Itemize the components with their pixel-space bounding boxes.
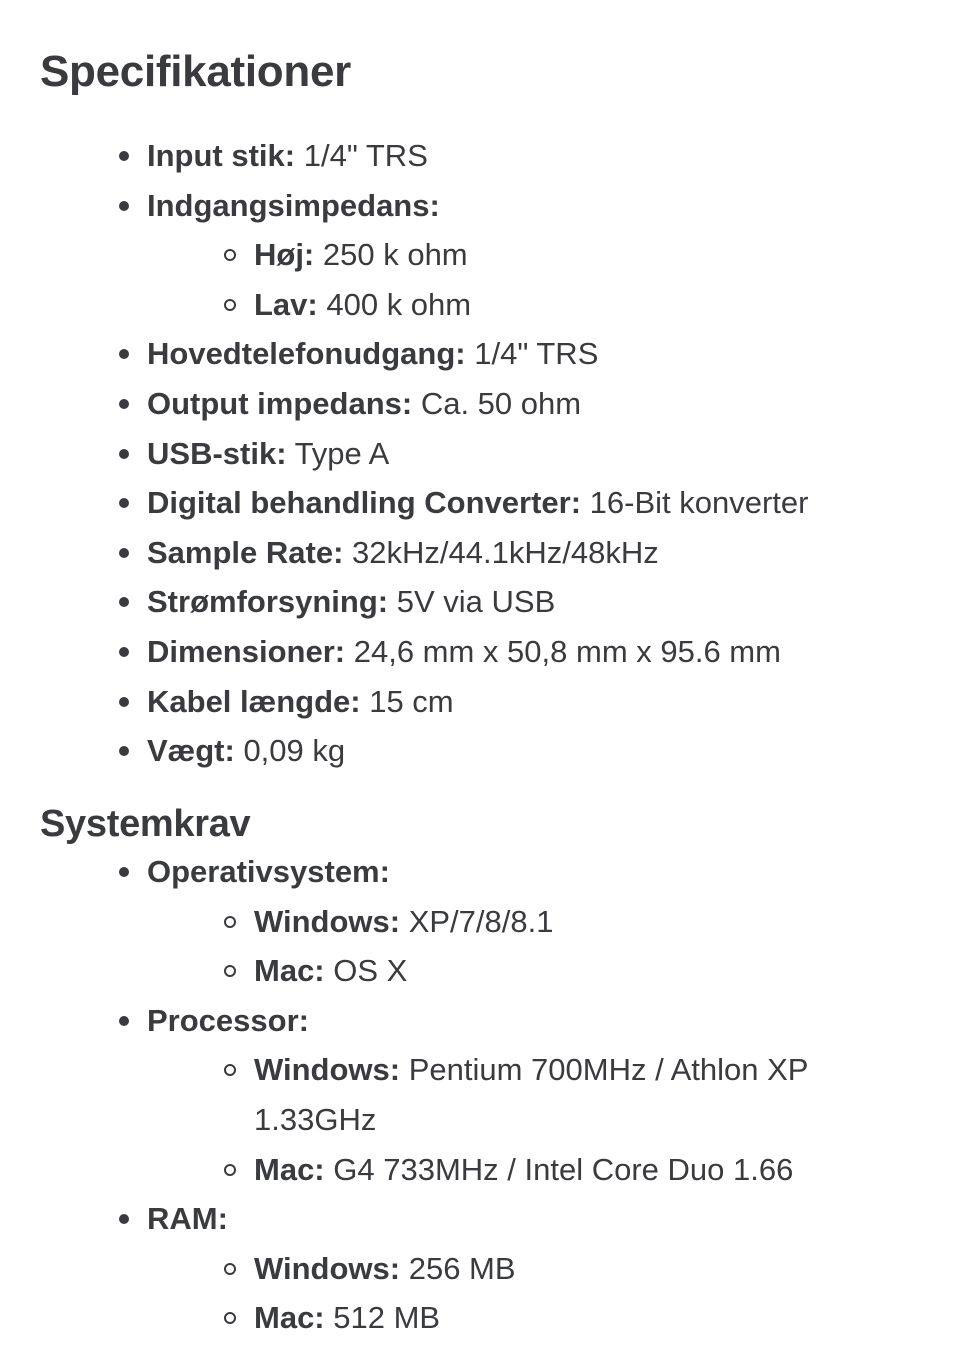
sub-item-value: OS X [324, 953, 408, 989]
sub-list-item [254, 1293, 920, 1343]
specifications-list [0, 131, 960, 776]
sub-list-item [254, 1145, 920, 1195]
sub-list-item [254, 946, 920, 996]
sub-item-label: Lav: [254, 286, 318, 322]
circle-bullet-icon [224, 916, 236, 928]
item-label: Dimensioner: [147, 633, 346, 669]
sub-item-label: Windows: [254, 903, 401, 939]
circle-bullet-icon [224, 1263, 236, 1275]
system-requirements-list [0, 847, 960, 1343]
sub-item-value: Pentium 700MHz / Athlon XP 1.33GHz [254, 1052, 808, 1137]
spec-item [0, 478, 960, 528]
bullet-icon [119, 597, 129, 607]
spec-item [0, 131, 960, 181]
sub-item-label: Høj: [254, 237, 315, 273]
item-label: Sample Rate: [147, 534, 344, 570]
sub-item-label: Mac: [254, 953, 325, 989]
sub-list [147, 1244, 920, 1343]
bullet-icon [119, 697, 129, 707]
spec-item [0, 726, 960, 776]
bullet-icon [119, 1214, 129, 1224]
item-label: Strømforsyning: [147, 584, 389, 620]
bullet-icon [119, 867, 129, 877]
bullet-icon [119, 746, 129, 756]
bullet-icon [119, 201, 129, 211]
bullet-icon [119, 647, 129, 657]
bullet-icon [119, 151, 129, 161]
bullet-icon [119, 449, 129, 459]
item-label: Processor: [147, 1002, 309, 1038]
bullet-icon [119, 349, 129, 359]
circle-bullet-icon [224, 1164, 236, 1176]
sub-item-value: 512 MB [324, 1300, 441, 1336]
item-label: Indgangsimpedans: [147, 187, 440, 223]
sub-item-label: Windows: [254, 1250, 401, 1286]
item-value: 32kHz/44.1kHz/48kHz [343, 534, 659, 570]
spec-item [0, 379, 960, 429]
bullet-icon [119, 548, 129, 558]
item-value: 24,6 mm x 50,8 mm x 95.6 mm [345, 633, 781, 669]
circle-bullet-icon [224, 299, 236, 311]
item-label: Kabel længde: [147, 683, 361, 719]
item-value: 16-Bit konverter [581, 485, 809, 521]
bullet-icon [119, 498, 129, 508]
sub-list [147, 230, 920, 329]
sub-item-value: G4 733MHz / Intel Core Duo 1.66 [324, 1151, 794, 1187]
specifications-heading: Specifikationer [40, 47, 351, 96]
sub-list-item [254, 897, 920, 947]
item-label: Operativsystem: [147, 854, 390, 889]
sub-item-label: Mac: [254, 1151, 325, 1187]
sub-item-label: Mac: [254, 1300, 325, 1336]
spec-item [0, 429, 960, 479]
item-label: USB-stik: [147, 435, 287, 471]
item-value: 15 cm [360, 683, 454, 719]
item-value: 1/4" TRS [465, 336, 599, 372]
sub-list-item [254, 1244, 920, 1294]
system-requirements-heading: Systemkrav [40, 803, 251, 845]
sub-list-item [254, 230, 920, 280]
spec-item [0, 627, 960, 677]
bullet-icon [119, 1016, 129, 1026]
sub-list [147, 1045, 920, 1194]
spec-item [0, 528, 960, 578]
item-label: RAM: [147, 1201, 228, 1237]
bullet-icon [119, 399, 129, 409]
circle-bullet-icon [224, 249, 236, 261]
spec-item [0, 677, 960, 727]
sub-item-value: XP/7/8/8.1 [400, 903, 554, 939]
item-label: Digital behandling Converter: [147, 485, 582, 521]
spec-item [0, 181, 960, 330]
item-value: Ca. 50 ohm [412, 385, 582, 421]
spec-item [0, 329, 960, 379]
spec-item [0, 577, 960, 627]
sub-item-value: 250 k ohm [314, 237, 468, 273]
sub-list [147, 897, 920, 996]
circle-bullet-icon [224, 1064, 236, 1076]
circle-bullet-icon [224, 1312, 236, 1324]
sub-item-label: Windows: [254, 1052, 401, 1088]
sub-item-value: 256 MB [400, 1250, 516, 1286]
item-value: Type A [286, 435, 390, 471]
item-label: Vægt: [147, 733, 235, 769]
item-value: 0,09 kg [234, 733, 346, 769]
item-value: 1/4" TRS [295, 138, 428, 173]
circle-bullet-icon [224, 965, 236, 977]
item-value: 5V via USB [388, 584, 556, 620]
item-label: Hovedtelefonudgang: [147, 336, 466, 372]
sub-list-item [254, 1045, 920, 1144]
sub-item-value: 400 k ohm [317, 286, 472, 322]
requirement-item [0, 847, 960, 996]
item-label: Output impedans: [147, 385, 413, 421]
requirement-item [0, 996, 960, 1194]
requirement-item [0, 1194, 960, 1343]
sub-list-item [254, 280, 920, 330]
item-label: Input stik: [147, 138, 296, 173]
